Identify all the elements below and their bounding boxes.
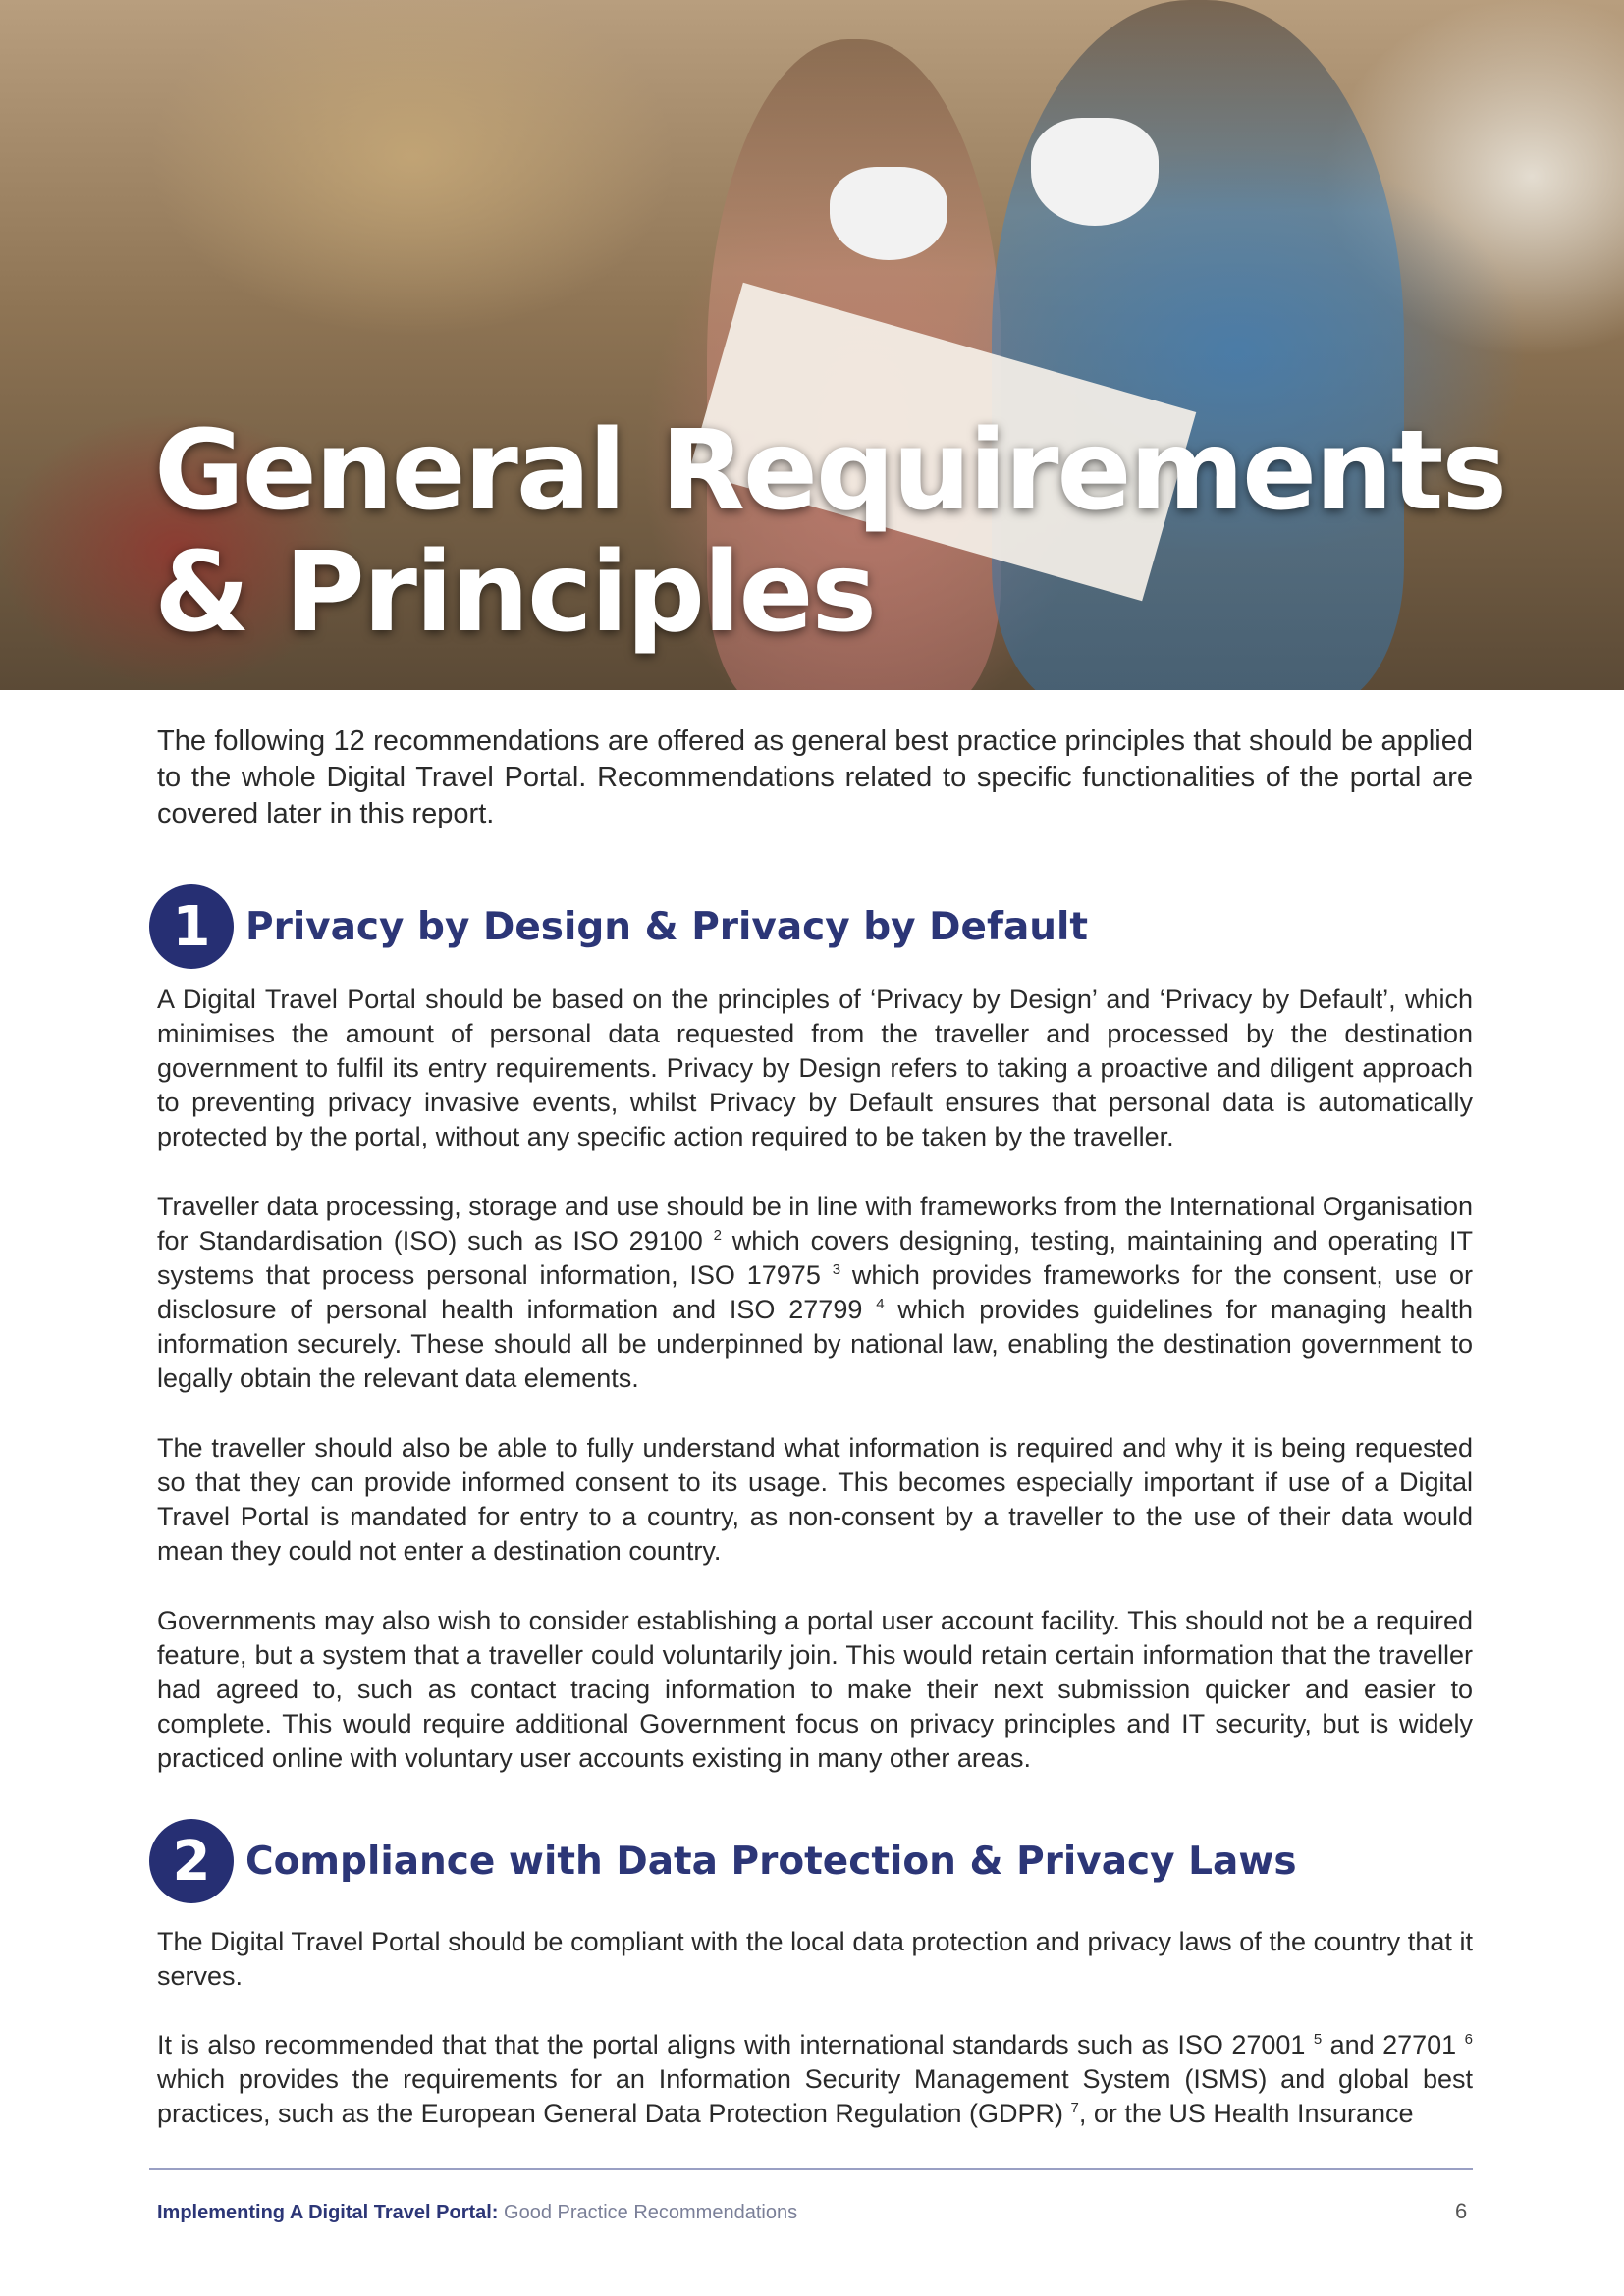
section-number-badge: 2 — [149, 1819, 234, 1903]
hero-banner — [0, 0, 1624, 690]
footnote-ref: 2 — [713, 1227, 722, 1244]
text-run: It is also recommended that that the portal aligns with international standards such as ISO 27001 — [157, 2030, 1306, 2059]
section-title: Compliance with Data Protection & Privacy Laws — [245, 1839, 1297, 1884]
section-2-paragraph-1: The Digital Travel Portal should be compliant with the local data protection and privacy laws of the country that it serves. — [157, 1927, 1473, 1991]
section-title: Privacy by Design & Privacy by Default — [245, 904, 1089, 949]
footnote-ref: 5 — [1313, 2031, 1323, 2048]
page-title — [154, 407, 1506, 657]
section-1-paragraph-2 — [157, 1190, 1473, 1396]
footer-divider — [149, 2168, 1473, 2170]
text-run: which provides frameworks for the consent, use or disclosure of personal health information and ISO 27799 — [157, 1260, 1473, 1324]
text-run: which provides guidelines for managing health information securely. These should all be underpinned by national law, enabling the destination government to legally obtain the relevant data elements. — [157, 1295, 1474, 1393]
footer-doc-subtitle: Good Practice Recommendations — [504, 2202, 798, 2223]
section-1-heading — [149, 884, 1088, 969]
section-2-heading — [149, 1819, 1297, 1903]
section-1-paragraph-1: A Digital Travel Portal should be based on the principles of ‘Privacy by Design’ and ‘Privacy by Default’, which minimises the amount of personal data requested from the traveller and processed by the destination government to fulfil its entry requirements. Privacy by Design refers to taking a proactive and diligent approach to preventing privacy invasive events, whilst Privacy by Default ensures that personal data is automatically protected by the portal, without any specific action required to be taken by the traveller. — [157, 985, 1473, 1151]
page-number: 6 — [1455, 2199, 1468, 2223]
footer-running-title — [157, 2202, 797, 2224]
text-run: which covers designing, testing, maintaining and operating IT systems that process personal information, ISO 17975 — [157, 1226, 1473, 1290]
footnote-ref: 4 — [876, 1296, 885, 1312]
hero-photo-mask — [1031, 118, 1159, 226]
footer-doc-title: Implementing A Digital Travel Portal: — [157, 2202, 499, 2223]
text-run: , or the US Health Insurance — [1078, 2099, 1414, 2128]
intro-paragraph: The following 12 recommendations are offered as general best practice principles that should be applied to the whole Digital Travel Portal. Recommendations related to specific functionalities of the portal are covered later in this report. — [157, 725, 1473, 829]
footnote-ref: 3 — [832, 1261, 841, 1278]
section-1-paragraph-3: The traveller should also be able to fully understand what information is required and why it is being requested so that they can provide informed consent to its usage. This becomes especially important if use of a Digital Travel Portal is mandated for entry to a country, as non-consent by a traveller to the use of their data would mean they could not enter a destination country. — [157, 1433, 1473, 1566]
text-run: and 27701 — [1329, 2030, 1457, 2059]
footnote-ref: 6 — [1464, 2031, 1473, 2048]
hero-photo-mask — [830, 167, 947, 260]
section-2-paragraph-2 — [157, 2028, 1473, 2131]
text-run: Traveller data processing, storage and use should be in line with frameworks from the International Organisation for Standardisation (ISO) such as ISO 29100 — [157, 1192, 1473, 1255]
footnote-ref: 7 — [1070, 2100, 1079, 2116]
page-title-line-1: General Requirements — [154, 407, 1506, 535]
text-run: which provides the requirements for an Information Security Management System (ISMS) and global best practices, such as the European General Data Protection Regulation (GDPR) — [157, 2064, 1473, 2128]
section-number-badge: 1 — [149, 884, 234, 969]
page-title-line-2: & Principles — [154, 529, 876, 657]
section-1-paragraph-4: Governments may also wish to consider establishing a portal user account facility. This should not be a required feature, but a system that a traveller could voluntarily join. This would retain certain information that the traveller had agreed to, such as contact tracing information to make their next submission quicker and easier to complete. This would require additional Government focus on privacy principles and IT security, but is widely practiced online with voluntary user accounts existing in many other areas. — [157, 1606, 1473, 1773]
